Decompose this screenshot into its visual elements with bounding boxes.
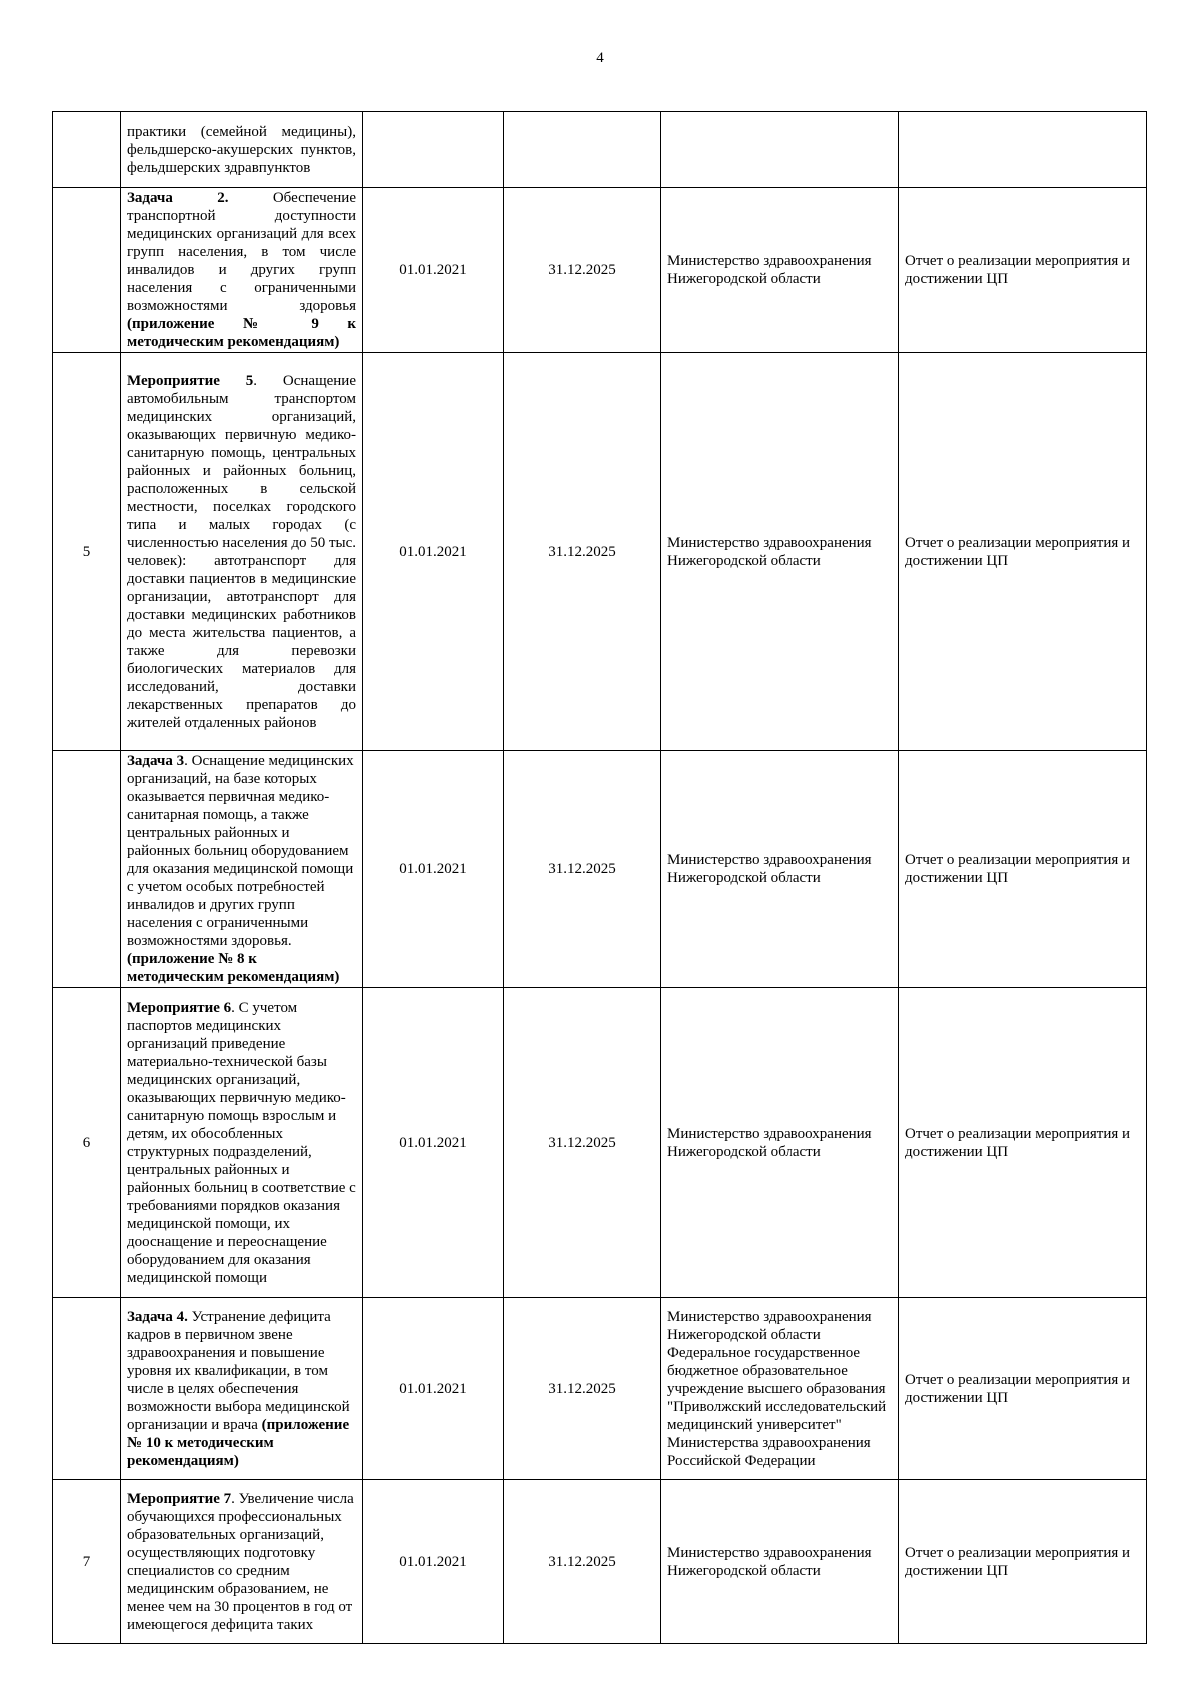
result-document: Отчет о реализации мероприятия и достижении ЦП <box>899 751 1147 988</box>
start-date: 01.01.2021 <box>363 1480 504 1644</box>
responsible-executor: Министерство здравоохранения Нижегородской области <box>661 751 899 988</box>
activity-name <box>121 1480 363 1644</box>
start-date: 01.01.2021 <box>363 751 504 988</box>
activity-title: Мероприятие 7 <box>127 1490 232 1507</box>
table-row <box>53 751 1147 988</box>
responsible-executor: Министерство здравоохранения Нижегородской области <box>661 1480 899 1644</box>
start-date <box>363 112 504 188</box>
page-number: 4 <box>596 50 604 66</box>
end-date: 31.12.2025 <box>504 1480 661 1644</box>
start-date: 01.01.2021 <box>363 988 504 1298</box>
activity-title: Мероприятие 5 <box>127 372 254 389</box>
activity-title: Задача 4. <box>127 1308 188 1325</box>
activity-title: Задача 3 <box>127 753 185 769</box>
table-row <box>53 112 1147 188</box>
activities-table <box>52 111 1147 1644</box>
end-date: 31.12.2025 <box>504 1298 661 1480</box>
end-date: 31.12.2025 <box>504 353 661 751</box>
result-document: Отчет о реализации мероприятия и достижении ЦП <box>899 988 1147 1298</box>
activity-text: практики (семейной медицины), фельдшерско-акушерских пунктов, фельдшерских здравпунктов <box>127 123 356 176</box>
row-number <box>53 112 121 188</box>
activity-text: . С учетом паспортов медицинских организаций приведение материально-технической базы медицинских организаций, оказывающих первичную медико-санитарную помощь взрослым и детям, их обособленных структурных подразделений, центральных районных и районных больниц в соответствие с требованиями порядков оказания медицинской помощи, их дооснащение и переоснащение оборудованием для оказания медицинской помощи <box>127 999 356 1286</box>
activity-appendix: (приложение № 8 к методическим рекомендациям) <box>127 951 340 985</box>
start-date: 01.01.2021 <box>363 353 504 751</box>
row-number: 6 <box>53 988 121 1298</box>
activity-name <box>121 988 363 1298</box>
activity-title: Мероприятие 6 <box>127 999 232 1016</box>
result-document: Отчет о реализации мероприятия и достижении ЦП <box>899 1298 1147 1480</box>
activity-name <box>121 188 363 353</box>
responsible-executor: Министерство здравоохранения Нижегородской области Федеральное государственное бюджетное образовательное учреждение высшего образования "Приволжский исследовательский медицинский университет" Министерства здравоохранения Российской Федерации <box>661 1298 899 1480</box>
responsible-executor: Министерство здравоохранения Нижегородской области <box>661 988 899 1298</box>
activity-text: . Оснащение медицинских организаций, на базе которых оказывается первичная медико-санитарная помощь, а также центральных районных и районных больниц оборудованием для оказания медицинской помощи с учетом особых потребностей инвалидов и других групп населения с ограниченными возможностями здоровья. <box>127 753 354 949</box>
end-date: 31.12.2025 <box>504 188 661 353</box>
row-number: 7 <box>53 1480 121 1644</box>
activity-appendix: (приложение № 10 к методическим рекомендациям) <box>127 1416 350 1469</box>
result-document: Отчет о реализации мероприятия и достижении ЦП <box>899 353 1147 751</box>
table-row <box>53 988 1147 1298</box>
end-date: 31.12.2025 <box>504 751 661 988</box>
table-row <box>53 188 1147 353</box>
end-date <box>504 112 661 188</box>
start-date: 01.01.2021 <box>363 188 504 353</box>
result-document: Отчет о реализации мероприятия и достижении ЦП <box>899 188 1147 353</box>
activity-appendix: (приложение № 9 к методическим рекомендациям) <box>127 316 356 350</box>
result-document: Отчет о реализации мероприятия и достижении ЦП <box>899 1480 1147 1644</box>
result-document <box>899 112 1147 188</box>
activity-name <box>121 751 363 988</box>
activity-text: . Увеличение числа обучающихся профессиональных образовательных организаций, осуществляющих подготовку специалистов со средним медицинским образованием, не менее чем на 30 процентов в год от имеющегося дефицита таких <box>127 1490 354 1633</box>
activity-title: Задача 2. <box>127 190 229 206</box>
end-date: 31.12.2025 <box>504 988 661 1298</box>
row-number <box>53 188 121 353</box>
activity-text: Обеспечение транспортной доступности медицинских организаций для всех групп населения, в том числе инвалидов и других групп населения с ограниченными возможностями здоровья <box>127 190 356 314</box>
table-row <box>53 1298 1147 1480</box>
activity-name <box>121 353 363 751</box>
activity-text: . Оснащение автомобильным транспортом медицинских организаций, оказывающих первичную медико-санитарную помощь, центральных районных и районных больниц, расположенных в сельской местности, поселках городского типа и малых городах (с численностью населения до 50 тыс. человек): автотранспорт для доставки пациентов в медицинские организации, автотранспорт для доставки медицинских работников до места жительства пациентов, а также для перевозки биологических материалов для исследований, доставки лекарственных препаратов до жителей отдаленных районов <box>127 372 357 731</box>
table-row <box>53 353 1147 751</box>
activity-name <box>121 112 363 188</box>
activity-text: Устранение дефицита кадров в первичном звене здравоохранения и повышение уровня их квалификации, в том числе в целях обеспечения возможности выбора медицинской организации и врача <box>127 1308 350 1433</box>
table-row <box>53 1480 1147 1644</box>
activity-name <box>121 1298 363 1480</box>
row-number: 5 <box>53 353 121 751</box>
row-number <box>53 751 121 988</box>
responsible-executor: Министерство здравоохранения Нижегородской области <box>661 353 899 751</box>
row-number <box>53 1298 121 1480</box>
responsible-executor <box>661 112 899 188</box>
start-date: 01.01.2021 <box>363 1298 504 1480</box>
responsible-executor: Министерство здравоохранения Нижегородской области <box>661 188 899 353</box>
